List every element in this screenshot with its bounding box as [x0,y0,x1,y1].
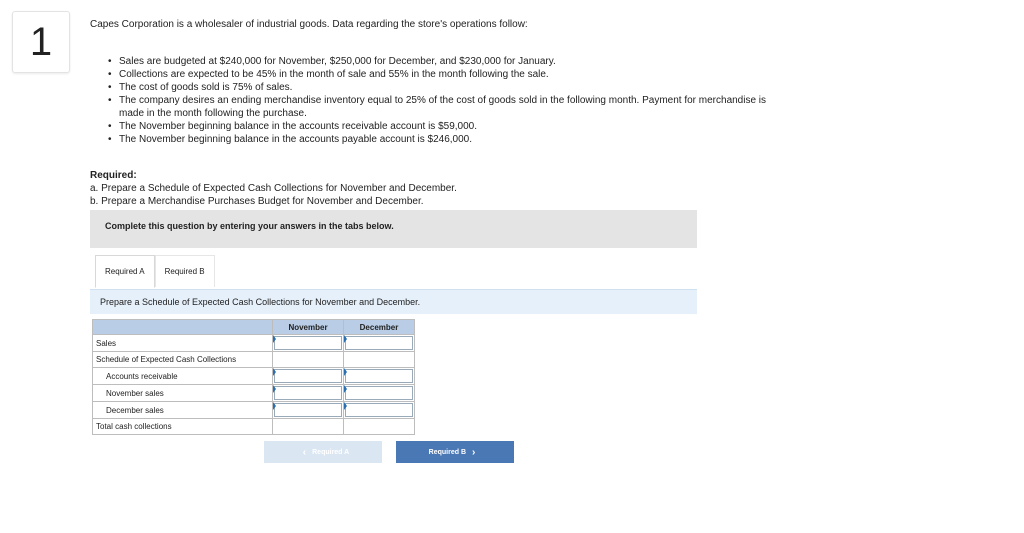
required-a-text: a. Prepare a Schedule of Expected Cash Collections for November and December. [90,183,457,194]
schedule-december-cell [344,352,415,368]
novsales-december-input[interactable] [345,386,413,400]
facts-list [90,55,790,146]
fact-item: • The November beginning balance in the accounts payable account is $246,000. [108,133,790,146]
header-blank [93,320,273,335]
ar-november-input[interactable] [274,369,342,383]
table-header-row [93,320,415,335]
next-button-label: Required B [428,448,466,456]
row-label-total-cash-collections: Total cash collections [93,419,273,435]
novsales-november-input[interactable] [274,386,342,400]
table-row [93,352,415,368]
table-row [93,368,415,385]
sales-november-input[interactable] [274,336,342,350]
tab-required-b[interactable]: Required B [155,255,215,287]
prev-required-a-button[interactable] [264,441,382,463]
banner-text: Complete this question by entering your answers in the tabs below. [105,221,394,231]
tab-required-a[interactable]: Required A [95,255,155,288]
table-row [93,335,415,352]
fact-item: • The cost of goods sold is 75% of sales. [108,81,790,94]
fact-item: • The November beginning balance in the accounts receivable account is $59,000. [108,120,790,133]
novsales-december-cell [344,385,415,402]
ar-december-cell [344,368,415,385]
tab-bar [95,255,215,288]
table-row [93,402,415,419]
row-label-november-sales: November sales [93,385,273,402]
sales-december-cell [344,335,415,352]
chevron-left-icon: ‹ [302,446,307,458]
prev-button-label: Required A [312,448,350,456]
question-content [90,18,790,208]
ar-december-input[interactable] [345,369,413,383]
row-label-sales: Sales [93,335,273,352]
row-label-december-sales: December sales [93,402,273,419]
decsales-december-input[interactable] [345,403,413,417]
next-required-b-button[interactable] [396,441,514,463]
instructions-banner [90,210,697,248]
tab-instruction-bar [90,289,697,314]
total-december-cell [344,419,415,435]
row-label-accounts-receivable: Accounts receivable [93,368,273,385]
schedule-november-cell [273,352,344,368]
required-section [90,169,790,208]
ar-november-cell [273,368,344,385]
decsales-november-input[interactable] [274,403,342,417]
row-label-schedule: Schedule of Expected Cash Collections [93,352,273,368]
sales-november-cell [273,335,344,352]
intro-text: Capes Corporation is a wholesaler of industrial goods. Data regarding the store's operations follow: [90,19,528,30]
question-number: 1 [12,11,70,73]
chevron-right-icon: › [472,446,476,458]
required-title: Required: [90,170,137,181]
novsales-november-cell [273,385,344,402]
decsales-november-cell [273,402,344,419]
fact-item: • The company desires an ending merchandise inventory equal to 25% of the cost of goods sold in the following month. Payment for merchandise is made in the month following the purchase. [108,94,790,120]
table-row [93,419,415,435]
total-november-cell [273,419,344,435]
sales-december-input[interactable] [345,336,413,350]
tab-instruction-text: Prepare a Schedule of Expected Cash Collections for November and December. [100,297,421,307]
fact-item: • Sales are budgeted at $240,000 for November, $250,000 for December, and $230,000 for January. [108,55,790,68]
fact-item: • Collections are expected to be 45% in the month of sale and 55% in the month following the sale. [108,68,790,81]
cash-collections-table [92,319,415,435]
required-b-text: b. Prepare a Merchandise Purchases Budget for November and December. [90,196,424,207]
header-november: November [273,320,344,335]
table-row [93,385,415,402]
decsales-december-cell [344,402,415,419]
header-december: December [344,320,415,335]
